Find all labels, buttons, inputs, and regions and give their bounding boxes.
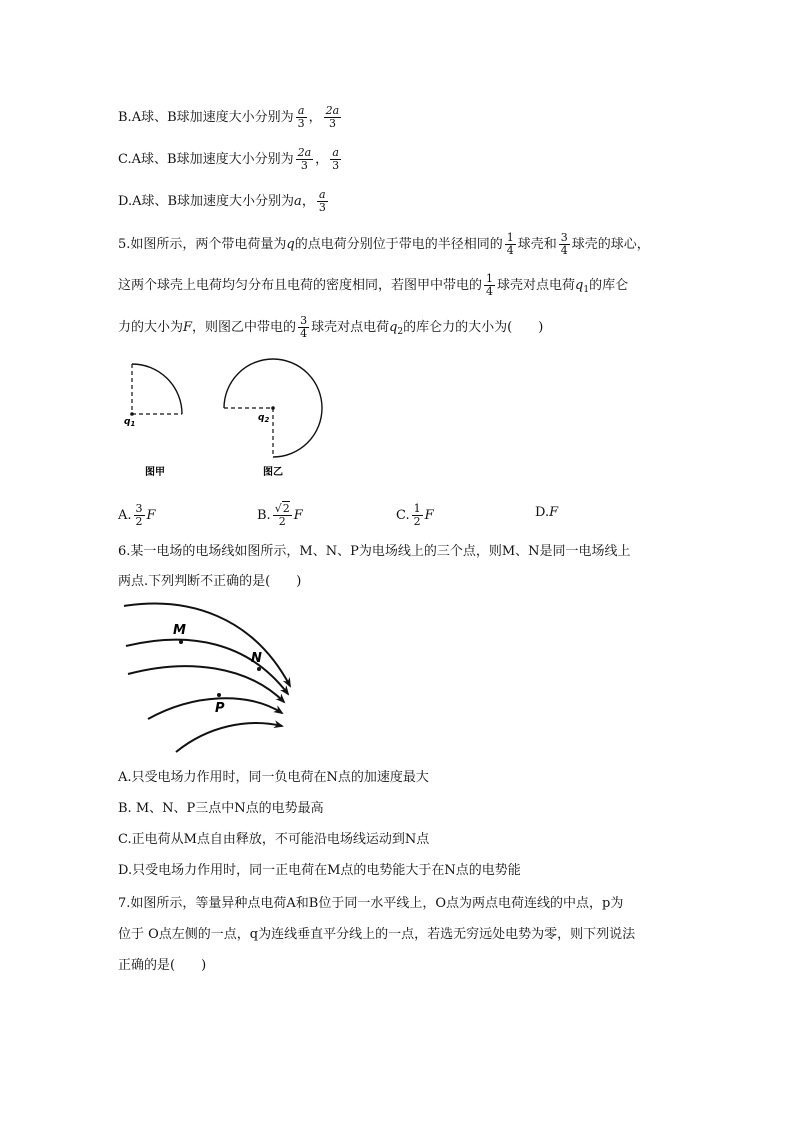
q5-option-a: A. $\frac{3}{2}$ F xyxy=(118,502,156,528)
label-m: M xyxy=(173,623,186,638)
q5-option-d: D.F xyxy=(535,505,559,520)
fraction: $\frac{a}{3}$ xyxy=(332,146,340,172)
q7-line-3: 正确的是( ) xyxy=(118,958,207,973)
q7-line-1: 7.如图所示，等量异种点电荷A和B位于同一水平线上，O点为两点电荷连线的中点，p为 xyxy=(118,896,624,911)
fraction-three-quarter: $\frac{3}{4}$ xyxy=(560,231,568,257)
label-p: P xyxy=(215,701,225,716)
q7-line-2: 位于 O点左侧的一点，q为连线垂直平分线上的一点，若选无穷远处电势为零，则下列说法 xyxy=(118,927,636,942)
fraction: $\frac{a}{3}$ xyxy=(297,104,305,130)
option-text: A球、B球加速度大小分别为 xyxy=(131,152,294,167)
q5-option-b: B. $\frac{√2}{2}$ F xyxy=(257,502,303,528)
q6-line-2: 两点.下列判断不正确的是( ) xyxy=(118,574,302,589)
q2-point xyxy=(271,406,275,410)
fraction: $\frac{2a}{3}$ xyxy=(325,104,340,130)
q5-line-3: 力的大小为F，则图乙中带电的 $\frac{3}{4}$ 球壳对点电荷$q_2$的库仑力的大小为( ) xyxy=(118,314,544,340)
option-prefix: D. xyxy=(118,194,133,209)
fraction: $\frac{a}{3}$ xyxy=(318,188,326,214)
option-prefix: C. xyxy=(118,152,132,167)
q6-option-a: A.只受电场力作用时，同一负电荷在N点的加速度最大 xyxy=(118,770,429,785)
point-n xyxy=(257,667,261,671)
point-p xyxy=(217,693,221,697)
svg-text:q2: $q_2$ xyxy=(258,413,270,424)
q4-option-b: B.A球、B球加速度大小分别为 $\frac{a}{3}$ ， $\frac{2a}{3}$ xyxy=(118,104,340,130)
option-prefix: B. xyxy=(118,110,132,125)
svg-text:q1: $q_1$ xyxy=(124,417,136,428)
field-line xyxy=(124,604,290,686)
fraction-quarter: $\frac{1}{4}$ xyxy=(506,231,514,257)
label-n: N xyxy=(251,651,262,666)
fraction-quarter: $\frac{1}{4}$ xyxy=(486,272,494,298)
quarter-shell-arc xyxy=(132,364,182,414)
q1-point xyxy=(130,412,134,416)
q6-option-d: D.只受电场力作用时，同一正电荷在M点的电势能大于在N点的电势能 xyxy=(118,863,521,878)
q4-option-c: C.A球、B球加速度大小分别为 $\frac{2a}{3}$ ， $\frac{a}{3}$ xyxy=(118,146,340,172)
q6-option-b: B. M、N、P三点中N点的电势最高 xyxy=(118,801,324,816)
option-text: A球、B球加速度大小分别为 xyxy=(132,194,295,209)
q6-line-1: 6.某一电场的电场线如图所示，M、N、P为电场线上的三个点，则M、N是同一电场线上 xyxy=(118,544,631,559)
fraction-three-quarter: $\frac{3}{4}$ xyxy=(300,314,308,340)
q6-field-figure xyxy=(118,596,303,758)
field-line xyxy=(176,723,282,752)
fraction: $\frac{2a}{3}$ xyxy=(297,146,312,172)
q6-option-c: C.正电荷从M点自由释放，不可能沿电场线运动到N点 xyxy=(118,832,430,847)
q5-figure xyxy=(118,358,338,480)
q5-line-2: 这两个球壳上电荷均匀分布且电荷的密度相同，若图甲中带电的 $\frac{1}{4}$ 球壳对点电荷$q_1$的库仑 xyxy=(118,272,629,298)
q4-option-d: D.A球、B球加速度大小分别为a， $\frac{a}{3}$ xyxy=(118,188,326,214)
q5-option-c: C. $\frac{1}{2}$ F xyxy=(396,502,434,528)
field-line xyxy=(128,666,284,702)
q5-line-1: 5.如图所示，两个带电荷量为q的点电荷分别位于带电的半径相同的 $\frac{1}{4}$ 球壳和 $\frac{3}{4}$ 球壳的球心， xyxy=(118,231,650,257)
caption-fig2: 图乙 xyxy=(263,467,283,478)
option-text: A球、B球加速度大小分别为 xyxy=(131,110,294,125)
point-m xyxy=(179,640,183,644)
caption-fig1: 图甲 xyxy=(145,467,165,478)
